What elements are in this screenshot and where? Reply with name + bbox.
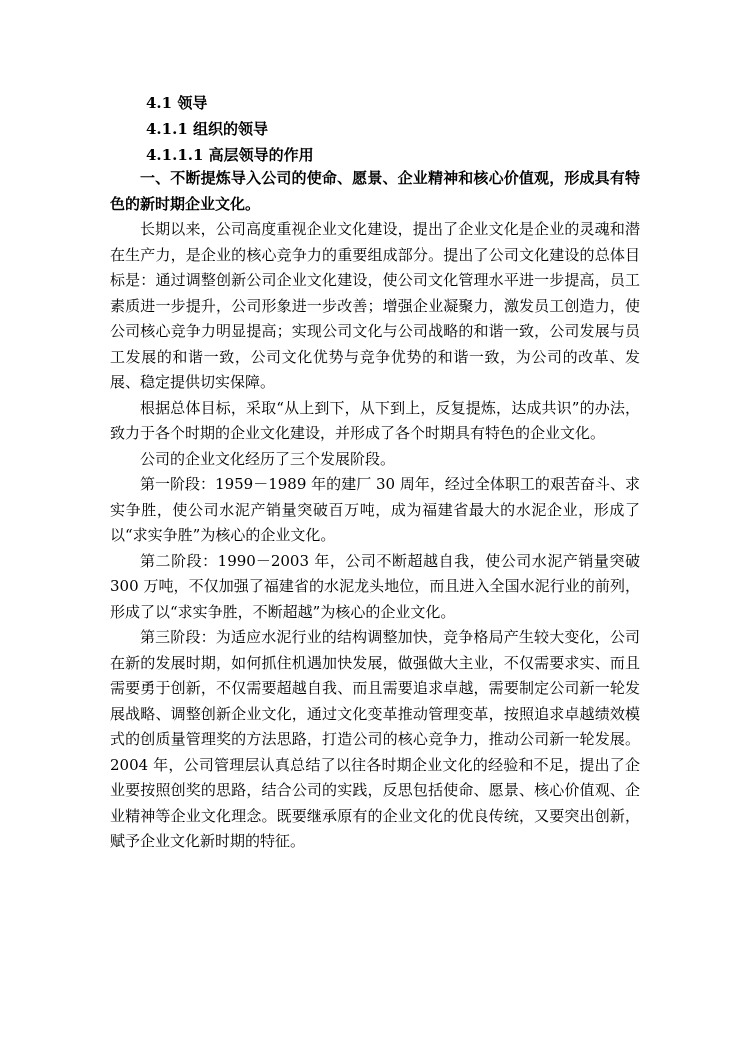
paragraph: 公司的企业文化经历了三个发展阶段。 xyxy=(140,449,396,468)
paragraph: 第三阶段：为适应水泥行业的结构调整加快，竞争格局产生较大变化，公司在新的发展时期，如何抓住机遇加快发展，做强做大主业，不仅需要求实、而且需要勇于创新，不仅需要超越自我、而且需要追求卓越，需要制定公司新一轮发展战略、调整创新企业文化，通过文化变革推动管理变革，按照追求卓越绩效模式的创质量管理奖的方法思路，打造公司的核心竞争力，推动公司新一轮发展。2004 年，公司管理层认真总结了以往各时期企业文化的经验和不足，提出了企业要按照创奖的思路，结合公司的实践，反思包括使命、愿景、核心价值观、企业精神等企业文化理念。既要继承原有的企业文化的优良传统，又要突出创新，赋予企业文化新时期的特征。 xyxy=(110,628,640,850)
heading-4-1-1-1: 4.1.1.1 高层领导的作用 xyxy=(146,146,314,164)
body-text xyxy=(110,166,640,855)
paragraph: 第一阶段：1959－1989 年的建厂 30 周年，经过全体职工的艰苦奋斗、求实争胜，使公司水泥产销量突破百万吨，成为福建省最大的水泥企业，形成了以“求实争胜”为核心的企业文化。 xyxy=(110,475,640,544)
paragraph: 长期以来，公司高度重视企业文化建设，提出了企业文化是企业的灵魂和潜在生产力，是企业的核心竞争力的重要组成部分。提出了公司文化建设的总体目标是：通过调整创新公司企业文化建设，使公司文化管理水平进一步提高，员工素质进一步提升，公司形象进一步改善；增强企业凝聚力，激发员工创造力，使公司核心竞争力明显提高；实现公司文化与公司战略的和谐一致，公司发展与员工发展的和谐一致，公司文化优势与竞争优势的和谐一致，为公司的改革、发展、稳定提供切实保障。 xyxy=(110,220,640,391)
section-title: 一、不断提炼导入公司的使命、愿景、企业精神和核心价值观，形成具有特色的新时期企业文化。 xyxy=(110,169,640,213)
heading-4-1: 4.1 领导 xyxy=(146,94,208,112)
heading-4-1-1: 4.1.1 组织的领导 xyxy=(146,120,268,138)
paragraph: 根据总体目标，采取“从上到下，从下到上，反复提炼，达成共识”的办法，致力于各个时期的企业文化建设，并形成了各个时期具有特色的企业文化。 xyxy=(110,398,640,442)
paragraph: 第二阶段：1990－2003 年，公司不断超越自我，使公司水泥产销量突破 300 万吨，不仅加强了福建省的水泥龙头地位，而且进入全国水泥行业的前列，形成了以“求实争胜，不断超越”为核心的企业文化。 xyxy=(110,551,640,621)
